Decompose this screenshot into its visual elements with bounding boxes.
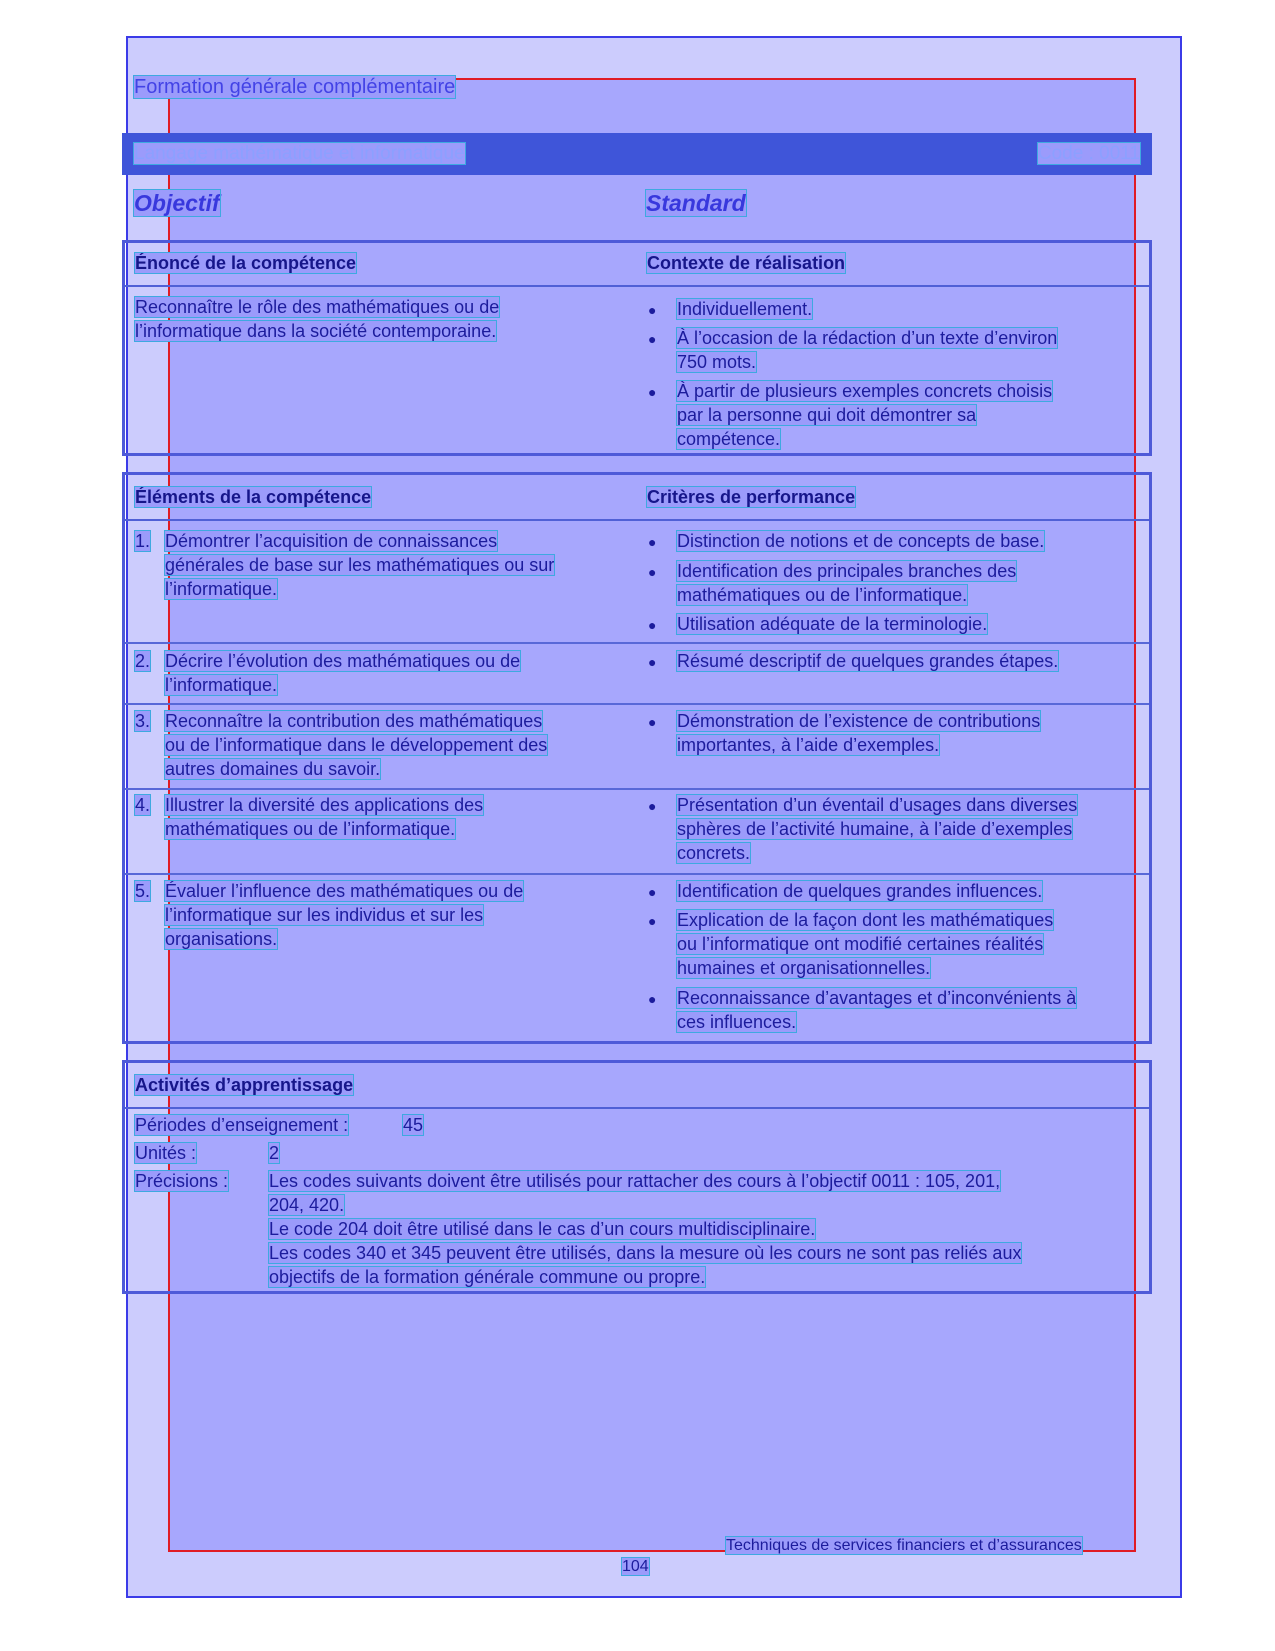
element-text: Évaluer l’influence des mathématiques ou de l’informatique sur les individus et sur les organisations. xyxy=(165,881,524,949)
element-number: 3. xyxy=(135,711,151,731)
context-item: À l’occasion de la rédaction d’un texte d’environ 750 mots. xyxy=(677,328,1058,372)
section-title: Formation générale complémentaire xyxy=(134,76,456,98)
units-label: Unités : xyxy=(135,1143,197,1163)
page-number: 104 xyxy=(622,1558,649,1575)
criteria-head: Critères de performance xyxy=(647,487,856,507)
context-head: Contexte de réalisation xyxy=(647,253,846,273)
bullet: ● xyxy=(648,654,657,670)
criterion: Identification des principales branches des mathématiques ou de l’informatique. xyxy=(677,561,1017,605)
bullet: ● xyxy=(648,534,657,550)
column-head-objectif: Objectif xyxy=(134,190,220,216)
precisions-text: Les codes suivants doivent être utilisés pour rattacher des cours à l’objectif 0011 : 105, 201, 204, 420. Le code 204 doit être utilisé dans le cas d’un cours multidisciplinaire. Les codes 340 et 345 peuvent être utilisés, dans la mesure où les cours ne sont pas reliés aux objectifs de la formation générale commune ou propre. xyxy=(269,1171,1022,1287)
criterion: Utilisation adéquate de la terminologie. xyxy=(677,614,988,634)
criterion: Explication de la façon dont les mathématiques ou l’informatique ont modifié certaines réalités humaines et organisationnelles. xyxy=(677,910,1054,978)
row-divider xyxy=(125,788,1149,790)
element-text: Démontrer l’acquisition de connaissances générales de base sur les mathématiques ou sur l’informatique. xyxy=(165,531,555,599)
context-item: Individuellement. xyxy=(677,299,813,319)
element-number: 4. xyxy=(135,795,151,815)
bullet: ● xyxy=(648,798,657,814)
bullet: ● xyxy=(648,384,657,400)
context-item: À partir de plusieurs exemples concrets choisis par la personne qui doit démontrer sa compétence. xyxy=(677,381,1053,449)
periods-value: 45 xyxy=(403,1115,424,1135)
code-label: Code : 0011 xyxy=(1037,143,1140,164)
element-text: Reconnaître la contribution des mathématiques ou de l’informatique dans le développement des autres domaines du savoir. xyxy=(165,711,548,779)
criterion: Résumé descriptif de quelques grandes étapes. xyxy=(677,651,1059,671)
activities-table xyxy=(122,1060,1152,1294)
criterion: Présentation d’un éventail d’usages dans diverses sphères de l’activité humaine, à l’aide d’exemples concrets. xyxy=(677,795,1078,863)
bullet: ● xyxy=(648,714,657,730)
bullet: ● xyxy=(648,991,657,1007)
element-number: 1. xyxy=(135,531,151,551)
criterion: Reconnaissance d’avantages et d’inconvénients à ces influences. xyxy=(677,988,1077,1032)
criterion: Identification de quelques grandes influences. xyxy=(677,881,1043,901)
element-number: 5. xyxy=(135,881,151,901)
competence-table xyxy=(122,240,1152,456)
column-head-standard: Standard xyxy=(646,190,746,216)
bullet: ● xyxy=(648,913,657,929)
units-value: 2 xyxy=(269,1143,280,1163)
criterion: Démonstration de l’existence de contributions importantes, à l’aide d’exemples. xyxy=(677,711,1041,755)
row-divider xyxy=(125,642,1149,644)
element-text: Décrire l’évolution des mathématiques ou de l’informatique. xyxy=(165,651,521,695)
row-divider xyxy=(125,873,1149,875)
activities-head: Activités d’apprentissage xyxy=(135,1075,354,1095)
competence-statement: Reconnaître le rôle des mathématiques ou de l’informatique dans la société contemporaine. xyxy=(135,297,500,341)
bullet: ● xyxy=(648,617,657,633)
bullet: ● xyxy=(648,884,657,900)
band-title: Langage mathématique et informatique xyxy=(134,143,465,164)
statement-head: Énoncé de la compétence xyxy=(135,253,357,273)
criterion: Distinction de notions et de concepts de base. xyxy=(677,531,1045,551)
elements-table xyxy=(122,472,1152,1044)
bullet: ● xyxy=(648,302,657,318)
periods-label: Périodes d’enseignement : xyxy=(135,1115,349,1135)
bullet: ● xyxy=(648,564,657,580)
elements-head: Éléments de la compétence xyxy=(135,487,372,507)
element-number: 2. xyxy=(135,651,151,671)
precisions-label: Précisions : xyxy=(135,1171,229,1191)
footer-program: Techniques de services financiers et d’assurances xyxy=(726,1537,1082,1554)
row-divider xyxy=(125,703,1149,705)
bullet: ● xyxy=(648,331,657,347)
element-text: Illustrer la diversité des applications des mathématiques ou de l’informatique. xyxy=(165,795,484,839)
title-band xyxy=(122,133,1152,175)
